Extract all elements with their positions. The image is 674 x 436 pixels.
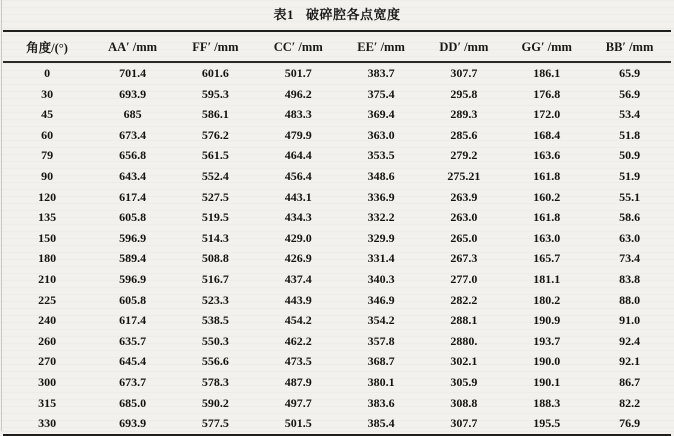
value-cell: 188.3	[533, 395, 561, 410]
value-cell: 92.1	[619, 354, 641, 369]
value-cell: 346.9	[367, 292, 395, 307]
value-cell: 523.3	[201, 292, 229, 307]
angle-cell: 260	[38, 333, 57, 348]
value-cell: 605.8	[119, 292, 147, 307]
value-cell: 643.4	[119, 168, 147, 183]
value-cell: 617.4	[119, 313, 147, 328]
angle-cell: 180	[38, 251, 57, 266]
angle-cell: 270	[38, 354, 57, 369]
value-cell: 586.1	[201, 107, 229, 122]
value-cell: 577.5	[201, 416, 229, 431]
value-cell: 354.2	[367, 313, 395, 328]
value-cell: 190.0	[533, 354, 561, 369]
value-cell: 383.7	[367, 66, 395, 80]
value-cell: 516.7	[201, 271, 229, 286]
header-row	[3, 31, 671, 62]
value-cell: 590.2	[201, 395, 229, 410]
value-cell: 429.0	[284, 230, 312, 245]
value-cell: 576.2	[201, 127, 229, 142]
value-cell: 295.8	[450, 86, 478, 101]
value-cell: 160.2	[533, 189, 561, 204]
value-cell: 357.8	[367, 333, 395, 348]
value-cell: 56.9	[619, 86, 641, 101]
angle-cell: 330	[38, 416, 57, 431]
value-cell: 473.5	[284, 354, 312, 369]
angle-cell: 120	[38, 189, 57, 204]
value-cell: 195.5	[533, 416, 561, 431]
value-cell: 556.6	[201, 354, 229, 369]
value-cell: 375.4	[367, 86, 395, 101]
column-header-angle: 角度/(°)	[3, 31, 91, 62]
column-header: BB′ /mm	[588, 31, 671, 62]
value-cell: 190.9	[533, 313, 561, 328]
value-cell: 685	[123, 107, 142, 122]
table-row	[3, 125, 671, 146]
value-cell: 307.7	[450, 416, 478, 431]
table-row	[3, 207, 671, 228]
value-cell: 302.1	[450, 354, 478, 369]
value-cell: 443.1	[284, 189, 312, 204]
value-cell: 363.0	[367, 127, 395, 142]
value-cell: 305.9	[450, 374, 478, 389]
value-cell: 332.2	[367, 210, 395, 225]
table-number: 表1	[273, 7, 294, 22]
value-cell: 76.9	[619, 416, 641, 431]
value-cell: 65.9	[619, 66, 641, 80]
value-cell: 73.4	[619, 251, 641, 266]
value-cell: 561.5	[201, 148, 229, 163]
value-cell: 181.1	[533, 271, 561, 286]
table-row	[3, 393, 671, 414]
value-cell: 331.4	[367, 251, 395, 266]
value-cell: 163.6	[533, 148, 561, 163]
value-cell: 88.0	[619, 292, 641, 307]
value-cell: 193.7	[533, 333, 561, 348]
value-cell: 462.2	[284, 333, 312, 348]
column-header: EE′ /mm	[340, 31, 423, 62]
value-cell: 55.1	[619, 189, 641, 204]
angle-cell: 90	[41, 168, 54, 183]
table-row	[3, 62, 671, 84]
table-caption: 破碎腔各点宽度	[306, 7, 401, 22]
value-cell: 275.21	[447, 168, 481, 183]
value-cell: 91.0	[619, 313, 641, 328]
value-cell: 161.8	[533, 168, 561, 183]
value-cell: 596.9	[119, 271, 147, 286]
value-cell: 501.5	[284, 416, 312, 431]
value-cell: 51.9	[619, 168, 641, 183]
value-cell: 483.3	[284, 107, 312, 122]
value-cell: 86.7	[619, 374, 641, 389]
value-cell: 685.0	[119, 395, 147, 410]
data-table	[3, 30, 671, 436]
angle-cell: 225	[38, 292, 57, 307]
value-cell: 479.9	[284, 127, 312, 142]
value-cell: 552.4	[201, 168, 229, 183]
angle-cell: 315	[38, 395, 57, 410]
angle-cell: 210	[38, 271, 57, 286]
value-cell: 434.3	[284, 210, 312, 225]
value-cell: 288.1	[450, 313, 478, 328]
column-header: DD′ /mm	[422, 31, 505, 62]
table-row	[3, 413, 671, 435]
value-cell: 165.7	[533, 251, 561, 266]
value-cell: 336.9	[367, 189, 395, 204]
value-cell: 186.1	[533, 66, 561, 80]
value-cell: 368.7	[367, 354, 395, 369]
value-cell: 487.9	[284, 374, 312, 389]
value-cell: 267.3	[450, 251, 478, 266]
table-row	[3, 228, 671, 249]
table-row	[3, 104, 671, 125]
value-cell: 92.4	[619, 333, 641, 348]
value-cell: 527.5	[201, 189, 229, 204]
value-cell: 353.5	[367, 148, 395, 163]
value-cell: 693.9	[119, 86, 147, 101]
value-cell: 595.3	[201, 86, 229, 101]
value-cell: 673.7	[119, 374, 147, 389]
value-cell: 190.1	[533, 374, 561, 389]
angle-cell: 45	[41, 107, 54, 122]
value-cell: 437.4	[284, 271, 312, 286]
value-cell: 53.4	[619, 107, 641, 122]
table-row	[3, 269, 671, 290]
value-cell: 263.9	[450, 189, 478, 204]
value-cell: 380.1	[367, 374, 395, 389]
value-cell: 538.5	[201, 313, 229, 328]
value-cell: 514.3	[201, 230, 229, 245]
value-cell: 329.9	[367, 230, 395, 245]
value-cell: 464.4	[284, 148, 312, 163]
value-cell: 277.0	[450, 271, 478, 286]
column-header: CC′ /mm	[257, 31, 340, 62]
value-cell: 168.4	[533, 127, 561, 142]
value-cell: 605.8	[119, 210, 147, 225]
table-row	[3, 187, 671, 208]
value-cell: 645.4	[119, 354, 147, 369]
table-row	[3, 84, 671, 105]
value-cell: 63.0	[619, 230, 641, 245]
value-cell: 454.2	[284, 313, 312, 328]
table-row	[3, 248, 671, 269]
angle-cell: 30	[41, 86, 54, 101]
value-cell: 340.3	[367, 271, 395, 286]
value-cell: 443.9	[284, 292, 312, 307]
table-row	[3, 351, 671, 372]
value-cell: 279.2	[450, 148, 478, 163]
table-row	[3, 331, 671, 352]
value-cell: 617.4	[119, 189, 147, 204]
value-cell: 50.9	[619, 148, 641, 163]
value-cell: 369.4	[367, 107, 395, 122]
value-cell: 601.6	[201, 66, 229, 80]
column-header: FF′ /mm	[174, 31, 257, 62]
value-cell: 589.4	[119, 251, 147, 266]
column-header: AA′ /mm	[91, 31, 174, 62]
value-cell: 578.3	[201, 374, 229, 389]
value-cell: 426.9	[284, 251, 312, 266]
table-row	[3, 372, 671, 393]
value-cell: 656.8	[119, 148, 147, 163]
table-row	[3, 290, 671, 311]
value-cell: 163.0	[533, 230, 561, 245]
value-cell: 550.3	[201, 333, 229, 348]
value-cell: 383.6	[367, 395, 395, 410]
value-cell: 673.4	[119, 127, 147, 142]
value-cell: 501.7	[284, 66, 312, 80]
value-cell: 176.8	[533, 86, 561, 101]
value-cell: 2880.	[450, 333, 478, 348]
value-cell: 263.0	[450, 210, 478, 225]
table-row	[3, 166, 671, 187]
column-header: GG′ /mm	[505, 31, 588, 62]
value-cell: 307.7	[450, 66, 478, 80]
value-cell: 497.7	[284, 395, 312, 410]
value-cell: 83.8	[619, 271, 641, 286]
value-cell: 635.7	[119, 333, 147, 348]
value-cell: 265.0	[450, 230, 478, 245]
value-cell: 51.8	[619, 127, 641, 142]
angle-cell: 79	[41, 148, 54, 163]
angle-cell: 300	[38, 374, 57, 389]
value-cell: 161.8	[533, 210, 561, 225]
value-cell: 348.6	[367, 168, 395, 183]
value-cell: 172.0	[533, 107, 561, 122]
value-cell: 285.6	[450, 127, 478, 142]
value-cell: 180.2	[533, 292, 561, 307]
table-title	[0, 0, 674, 23]
value-cell: 508.8	[201, 251, 229, 266]
value-cell: 701.4	[119, 66, 147, 80]
value-cell: 289.3	[450, 107, 478, 122]
angle-cell: 240	[38, 313, 57, 328]
table-row	[3, 310, 671, 331]
value-cell: 456.4	[284, 168, 312, 183]
value-cell: 596.9	[119, 230, 147, 245]
value-cell: 82.2	[619, 395, 641, 410]
value-cell: 58.6	[619, 210, 641, 225]
table-row	[3, 145, 671, 166]
angle-cell: 0	[44, 66, 51, 80]
value-cell: 308.8	[450, 395, 478, 410]
value-cell: 693.9	[119, 416, 147, 431]
value-cell: 282.2	[450, 292, 478, 307]
angle-cell: 135	[38, 210, 57, 225]
angle-cell: 60	[41, 127, 54, 142]
value-cell: 519.5	[201, 210, 229, 225]
scan-edge-artifact	[1, 0, 2, 431]
value-cell: 496.2	[284, 86, 312, 101]
angle-cell: 150	[38, 230, 57, 245]
value-cell: 385.4	[367, 416, 395, 431]
